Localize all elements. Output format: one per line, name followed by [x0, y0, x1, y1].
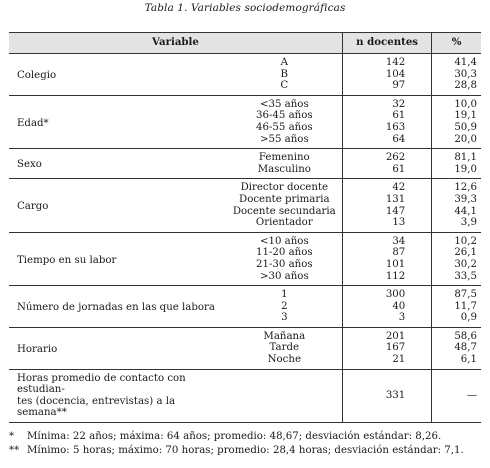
n-docentes-value: 61 [342, 110, 431, 122]
category-label: Docente secundaria [232, 205, 336, 217]
n-docentes-value: 64 [342, 134, 431, 149]
percent-value: 44,1 [432, 206, 481, 218]
percent-value: 10,2 [432, 232, 481, 247]
header-n-docentes: n docentes [342, 33, 431, 54]
variable-label: Horas promedio de contacto con estudian- tes (docencia, entrevistas) a la semana** [9, 369, 227, 422]
header-variable: Variable [9, 33, 342, 54]
percent-value: 3,9 [432, 217, 481, 232]
percent-value: 6,1 [432, 354, 481, 369]
category-label: 21-30 años [256, 258, 313, 270]
n-docentes-value: 61 [342, 164, 431, 179]
category-label: Docente primaria [239, 193, 330, 205]
n-docentes-value: 13 [342, 217, 431, 232]
footnote-2-text: Mínimo: 5 horas; máximo: 70 horas; promedio: 28,4 horas; desviación estándar: 7,1. [27, 444, 464, 456]
percent-value: 41,4 [432, 54, 481, 69]
category-label: Tarde [269, 342, 300, 354]
variable-label: Sexo [9, 149, 227, 179]
table-caption: Tabla 1. Variables sociodemográficas [144, 2, 346, 14]
n-docentes-value: 87 [342, 247, 431, 259]
category-label: Masculino [227, 164, 343, 179]
percent-value: 30,3 [432, 69, 481, 81]
header-percent: % [432, 33, 481, 54]
footnote-1 [9, 430, 483, 444]
n-docentes-value: 142 [342, 54, 431, 69]
percent-value: 26,1 [432, 247, 481, 259]
n-docentes-value: 32 [342, 95, 431, 110]
n-docentes-value: 201 [342, 327, 431, 342]
n-docentes-value: 147 [342, 206, 431, 218]
n-docentes-value: 131 [342, 194, 431, 206]
n-docentes-value: 300 [342, 286, 431, 301]
n-docentes-value: 40 [342, 301, 431, 313]
table-row [9, 149, 481, 164]
category-label: <35 años [259, 98, 309, 110]
variable-label: Colegio [9, 54, 227, 96]
category-label: 46-55 años [256, 121, 313, 133]
category-label: >30 años [227, 271, 343, 286]
table-row [9, 286, 481, 301]
table-row [9, 179, 481, 194]
n-docentes-value: 3 [342, 312, 431, 327]
percent-value: 19,0 [432, 164, 481, 179]
footnotes [9, 430, 483, 457]
table-row [9, 54, 481, 69]
category-label [227, 369, 343, 422]
category-label: 1 [281, 289, 288, 301]
percent-value: 0,9 [432, 312, 481, 327]
n-docentes-value: 97 [342, 80, 431, 95]
footnote-2-mark: ** [9, 444, 20, 456]
variable-label: Cargo [9, 179, 227, 232]
footnote-2 [9, 444, 483, 458]
variable-label: Tiempo en su labor [9, 232, 227, 285]
table-row [9, 327, 481, 342]
percent-value: 28,8 [432, 80, 481, 95]
percent-value: 30,2 [432, 259, 481, 271]
category-label: C [227, 80, 343, 95]
percent-value: 81,1 [432, 149, 481, 164]
table-body [9, 54, 481, 423]
percent-value: 87,5 [432, 286, 481, 301]
variable-label: Horario [9, 327, 227, 369]
category-label: B [280, 68, 289, 80]
category-label: Femenino [258, 152, 310, 164]
table-row [9, 369, 481, 422]
percent-value: 50,9 [432, 122, 481, 134]
percent-value: 10,0 [432, 95, 481, 110]
n-docentes-value: 104 [342, 69, 431, 81]
variable-label: Edad* [9, 95, 227, 148]
n-docentes-value: 21 [342, 354, 431, 369]
n-docentes-value: 331 [342, 369, 431, 422]
percent-value: — [432, 369, 481, 422]
footnote-1-text: Mínima: 22 años; máxima: 64 años; promedio: 48,67; desviación estándar: 8,26. [27, 431, 442, 442]
sociodemographic-table [9, 32, 481, 423]
category-label: 11-20 años [256, 247, 313, 259]
n-docentes-value: 167 [342, 342, 431, 354]
variable-label: Número de jornadas en las que labora [9, 286, 227, 328]
category-label: Orientador [227, 217, 343, 232]
n-docentes-value: 112 [342, 271, 431, 286]
percent-value: 20,0 [432, 134, 481, 149]
n-docentes-value: 34 [342, 232, 431, 247]
table-row [9, 232, 481, 247]
table-row [9, 95, 481, 110]
category-label: >55 años [227, 134, 343, 149]
footnote-1-mark: * [9, 431, 15, 442]
n-docentes-value: 262 [342, 149, 431, 164]
percent-value: 58,6 [432, 327, 481, 342]
category-label: <10 años [259, 235, 309, 247]
percent-value: 48,7 [432, 342, 481, 354]
percent-value: 19,1 [432, 110, 481, 122]
category-label: Noche [227, 354, 343, 369]
percent-value: 11,7 [432, 301, 481, 313]
category-label: A [280, 57, 288, 68]
percent-value: 12,6 [432, 179, 481, 194]
n-docentes-value: 163 [342, 122, 431, 134]
header-row [9, 33, 481, 54]
percent-value: 39,3 [432, 194, 481, 206]
category-label: 3 [227, 312, 343, 327]
category-label: Mañana [263, 330, 306, 342]
category-label: 2 [281, 300, 288, 312]
category-label: 36-45 años [256, 110, 313, 122]
n-docentes-value: 101 [342, 259, 431, 271]
category-label: Director docente [240, 182, 329, 194]
percent-value: 33,5 [432, 271, 481, 286]
n-docentes-value: 42 [342, 179, 431, 194]
